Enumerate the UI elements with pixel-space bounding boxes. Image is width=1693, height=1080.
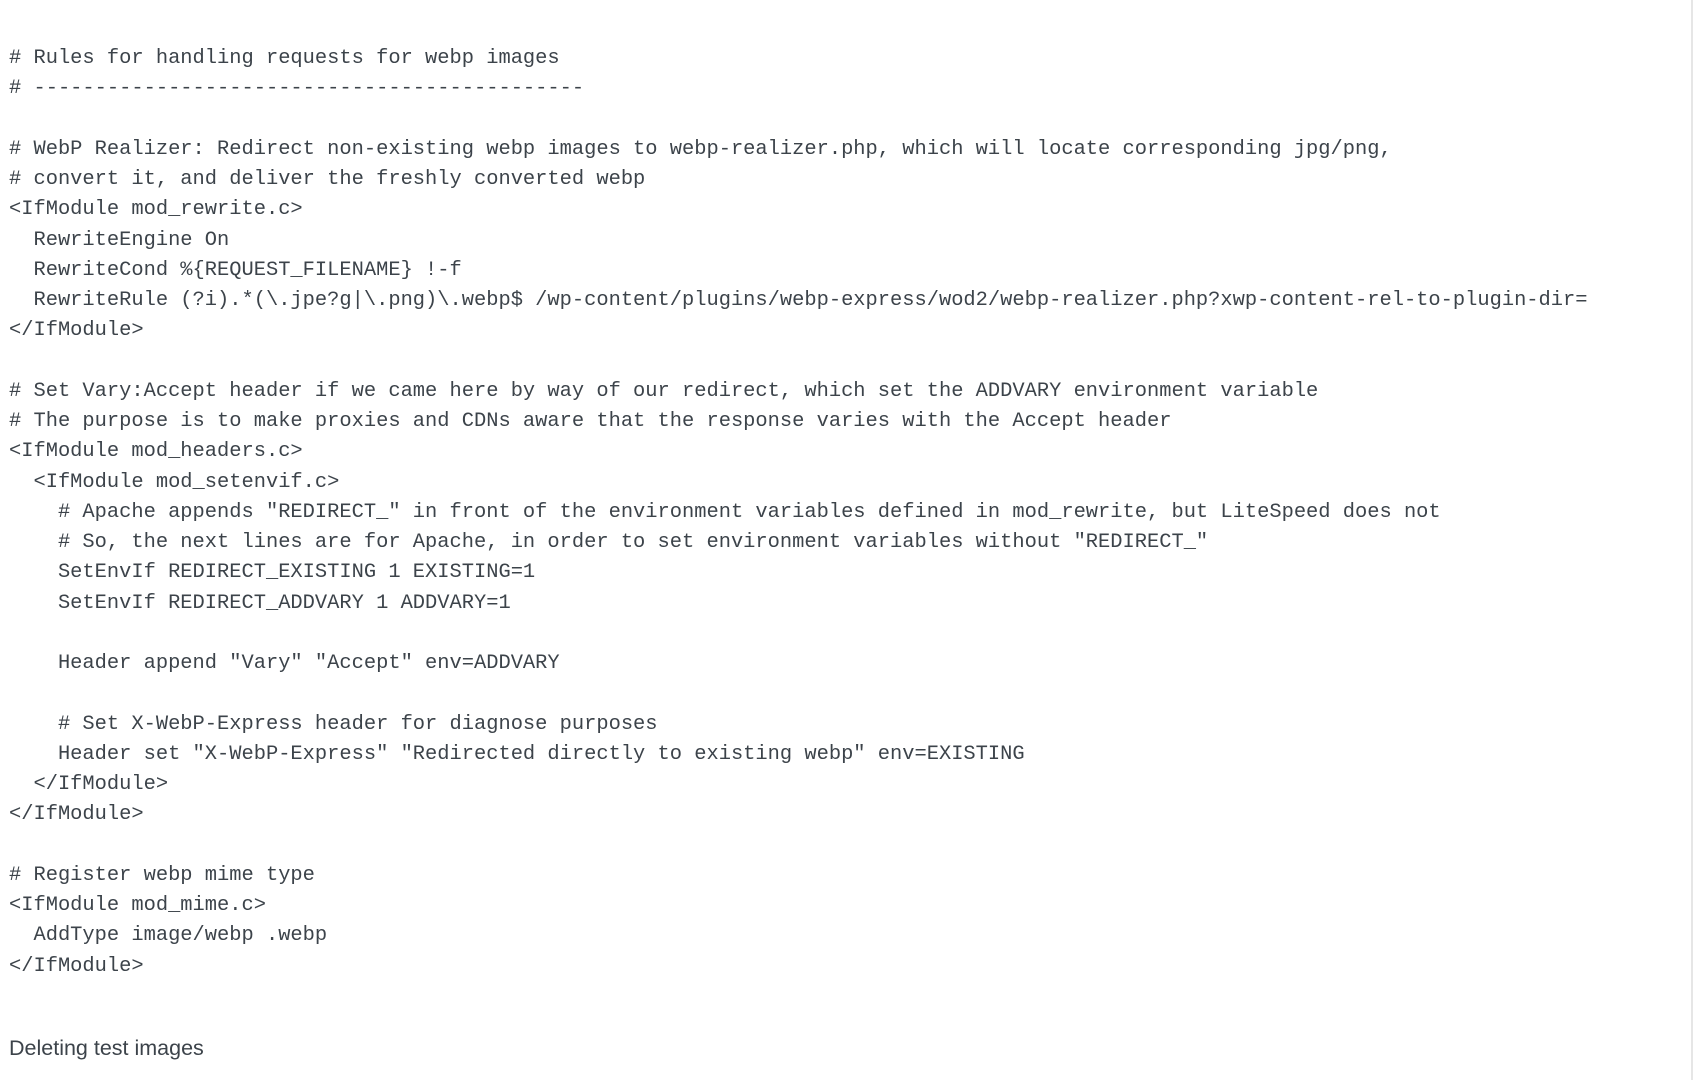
code-line: AddType image/webp .webp: [9, 924, 328, 948]
code-line: </IfModule>: [9, 954, 144, 978]
code-line: # Rules for handling requests for webp images: [9, 47, 560, 70]
status-message: Deleting test images: [9, 1036, 204, 1060]
code-line: [9, 831, 1693, 861]
code-line: <IfModule mod_setenvif.c>: [9, 470, 340, 494]
code-line: [9, 619, 1693, 649]
code-line: # Set Vary:Accept header if we came here by way of our redirect, which set the ADDVARY environment variable: [9, 379, 1319, 403]
code-line: [9, 105, 1693, 135]
code-line: </IfModule>: [9, 773, 169, 796]
code-line: SetEnvIf REDIRECT_ADDVARY 1 ADDVARY=1: [9, 591, 511, 615]
code-line: # Apache appends "REDIRECT_" in front of the environment variables defined in mod_rewrite, but LiteSpeed does not: [9, 500, 1441, 524]
code-line: Header append "Vary" "Accept" env=ADDVARY: [9, 652, 560, 675]
code-line: RewriteCond %{REQUEST_FILENAME} !-f: [9, 258, 462, 282]
code-line: <IfModule mod_headers.c>: [9, 440, 303, 464]
code-line: <IfModule mod_mime.c>: [9, 894, 266, 917]
code-line: [9, 347, 1693, 377]
code-line: </IfModule>: [9, 319, 144, 343]
code-line: [9, 679, 1693, 709]
code-line: RewriteEngine On: [9, 228, 230, 252]
code-line: # convert it, and deliver the freshly converted webp: [9, 168, 646, 191]
code-line: # Set X-WebP-Express header for diagnose purposes: [9, 712, 658, 736]
code-line: RewriteRule (?i).*(\.jpe?g|\.png)\.webp$ /wp-content/plugins/webp-express/wod2/webp-realizer.php?xwp-content-rel-to-plugin-dir=: [9, 289, 1588, 312]
code-line: # The purpose is to make proxies and CDNs aware that the response varies with the Accept header: [9, 410, 1172, 433]
htaccess-code-block: [9, 44, 1693, 982]
code-line: SetEnvIf REDIRECT_EXISTING 1 EXISTING=1: [9, 561, 536, 585]
code-line: # WebP Realizer: Redirect non-existing webp images to webp-realizer.php, which will locate corresponding jpg/png,: [9, 137, 1392, 161]
code-line: <IfModule mod_rewrite.c>: [9, 198, 303, 222]
code-line: # So, the next lines are for Apache, in order to set environment variables without "REDIRECT_": [9, 531, 1209, 554]
code-line: Header set "X-WebP-Express" "Redirected directly to existing webp" env=EXISTING: [9, 742, 1025, 766]
code-line: </IfModule>: [9, 803, 144, 827]
code-line: # ---------------------------------------------: [9, 77, 585, 101]
code-line: # Register webp mime type: [9, 863, 315, 887]
